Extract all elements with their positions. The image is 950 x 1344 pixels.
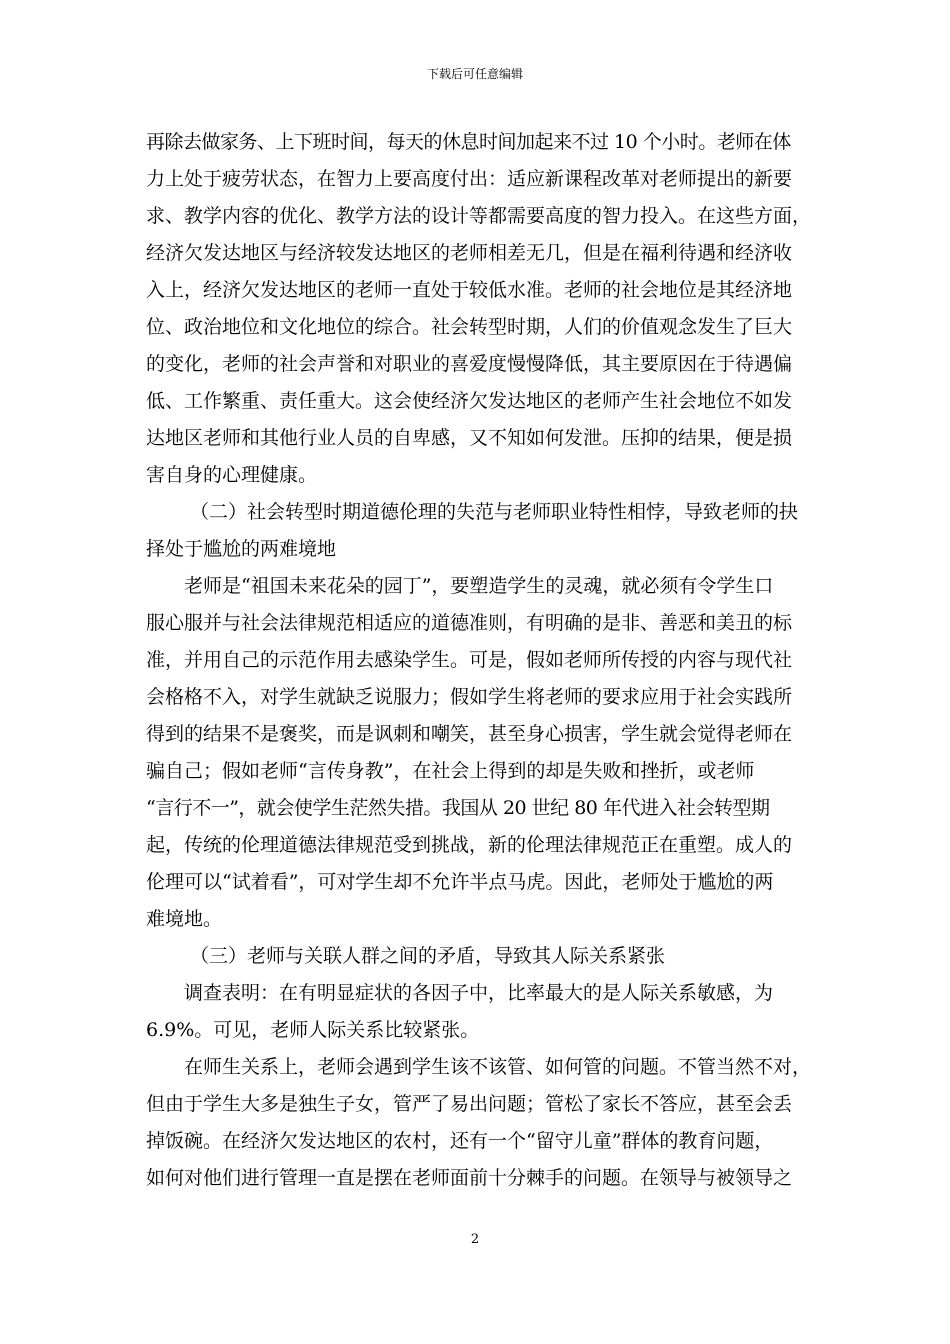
- paragraph-continuation: [146, 124, 812, 494]
- text-line: 在师生关系上，老师会遇到学生该不该管、如何管的问题。不管当然不对，: [184, 1056, 812, 1078]
- text-line: 伦理可以“试着看”，可对学生却不允许半点马虎。因此，老师处于尴尬的两: [146, 871, 774, 893]
- section-heading-2: [146, 494, 806, 568]
- page-header: 下载后可任意编辑: [426, 67, 523, 81]
- text-line: 入上，经济欠发达地区的老师一直处于较低水准。老师的社会地位是其经济地: [146, 279, 793, 301]
- text-line: 6.9%。可见，老师人际关系比较紧张。: [146, 1019, 480, 1041]
- text-line: 经济欠发达地区与经济较发达地区的老师相差无几，但是在福利待遇和经济收: [146, 242, 793, 264]
- text-line: 力上处于疲劳状态，在智力上要高度付出：适应新课程改革对老师提出的新要: [146, 168, 793, 190]
- text-line: 老师是“祖国未来花朵的园丁”，要塑造学生的灵魂，就必须有令学生口: [184, 575, 774, 597]
- text-line: 位、政治地位和文化地位的综合。社会转型时期，人们的价值观念发生了巨大: [146, 316, 793, 338]
- heading-line: （二）社会转型时期道德伦理的失范与老师职业特性相悖，导致老师的抉: [190, 501, 799, 523]
- paragraph-teacher-role: [146, 568, 806, 938]
- heading-line: 择处于尴尬的两难境地: [146, 538, 337, 560]
- text-line: 掉饭碗。在经济欠发达地区的农村，还有一个“留守儿童”群体的教育问题，: [146, 1130, 774, 1152]
- text-line: 骗自己；假如老师“言传身教”，在社会上得到的却是失败和挫折，或老师: [146, 760, 755, 782]
- section-heading-3: [146, 938, 806, 975]
- text-line: “言行不一”，就会使学生茫然失措。我国从 20 世纪 80 年代进入社会转型期: [146, 797, 770, 819]
- text-line: 准，并用自己的示范作用去感染学生。可是，假如老师所传授的内容与现代社: [146, 649, 793, 671]
- text-line: 调查表明：在有明显症状的各因子中，比率最大的是人际关系敏感，为: [184, 982, 774, 1004]
- text-line: 会格格不入，对学生就缺乏说服力；假如学生将老师的要求应用于社会实践所: [146, 686, 793, 708]
- text-line: 但由于学生大多是独生子女，管严了易出问题；管松了家长不答应，甚至会丢: [146, 1093, 793, 1115]
- text-line: 达地区老师和其他行业人员的自卑感，又不知如何发泄。压抑的结果，便是损: [146, 427, 793, 449]
- text-line: 害自身的心理健康。: [146, 464, 318, 486]
- text-line: 如何对他们进行管理一直是摆在老师面前十分棘手的问题。在领导与被领导之: [146, 1167, 793, 1189]
- paragraph-teacher-student: [146, 1049, 812, 1197]
- text-line: 服心服并与社会法律规范相适应的道德准则，有明确的是非、善恶和美丑的标: [146, 612, 793, 634]
- text-line: 求、教学内容的优化、教学方法的设计等都需要高度的智力投入。在这些方面，: [146, 205, 812, 227]
- page-number: 2: [470, 1232, 480, 1247]
- text-line: 得到的结果不是褒奖，而是讽刺和嘲笑，甚至身心损害，学生就会觉得老师在: [146, 723, 793, 745]
- text-line: 的变化，老师的社会声誉和对职业的喜爱度慢慢降低，其主要原因在于待遇偏: [146, 353, 793, 375]
- text-line: 难境地。: [146, 908, 223, 930]
- text-line: 低、工作繁重、责任重大。这会使经济欠发达地区的老师产生社会地位不如发: [146, 390, 793, 412]
- text-line: 再除去做家务、上下班时间，每天的休息时间加起来不过 10 个小时。老师在体: [146, 131, 791, 153]
- heading-line: （三）老师与关联人群之间的矛盾，导致其人际关系紧张: [190, 945, 666, 967]
- paragraph-survey: [146, 975, 806, 1049]
- text-line: 起，传统的伦理道德法律规范受到挑战，新的伦理法律规范正在重塑。成人的: [146, 834, 793, 856]
- body-text: [146, 124, 812, 1197]
